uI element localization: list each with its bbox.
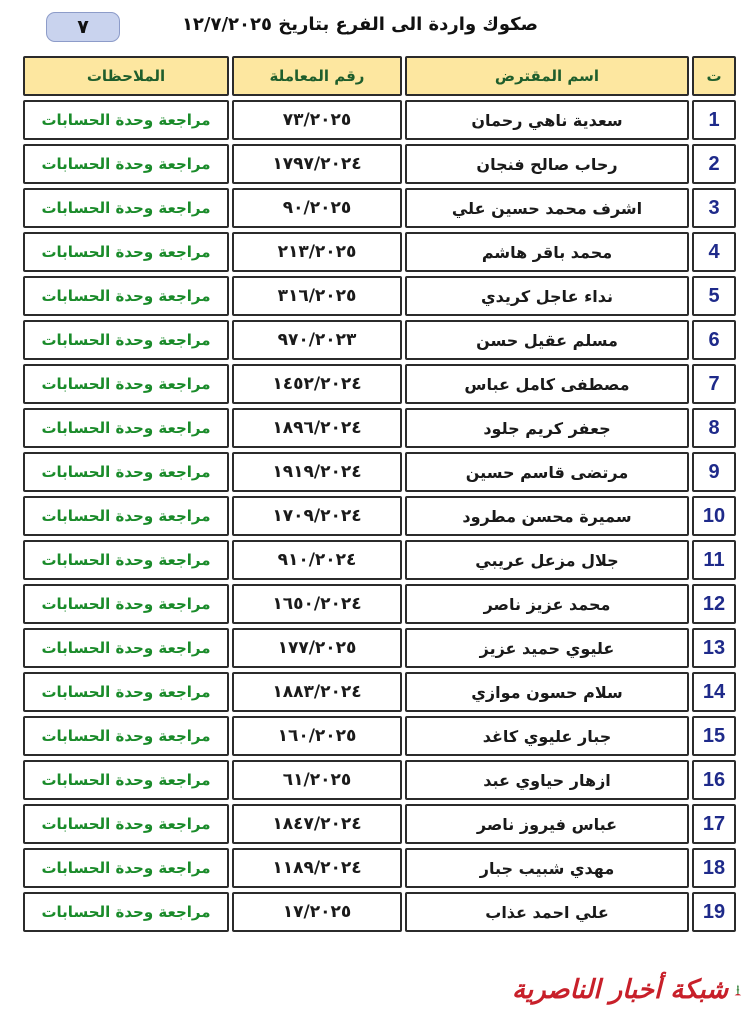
- table-row: [23, 584, 736, 624]
- header-borrower-name: اسم المقترض: [405, 56, 689, 96]
- row-number: 17: [692, 804, 736, 844]
- table-row: [23, 496, 736, 536]
- note-cell: مراجعة وحدة الحسابات: [23, 584, 229, 624]
- note-cell: مراجعة وحدة الحسابات: [23, 716, 229, 756]
- page-number: ٧: [77, 16, 89, 38]
- borrower-name: جلال مزعل عريبي: [405, 540, 689, 580]
- note-cell: مراجعة وحدة الحسابات: [23, 892, 229, 932]
- row-number: 15: [692, 716, 736, 756]
- table-row: [23, 760, 736, 800]
- header-notes: الملاحظات: [23, 56, 229, 96]
- table-row: [23, 408, 736, 448]
- row-number: 9: [692, 452, 736, 492]
- transaction-number: ٩٧٠/٢٠٢٣: [232, 320, 402, 360]
- brand-name: شبكة أخبار الناصرية: [512, 975, 729, 1005]
- note-cell: مراجعة وحدة الحسابات: [23, 408, 229, 448]
- row-number: 10: [692, 496, 736, 536]
- transaction-number: ١٨٤٧/٢٠٢٤: [232, 804, 402, 844]
- borrower-name: عليوي حميد عزيز: [405, 628, 689, 668]
- note-cell: مراجعة وحدة الحسابات: [23, 276, 229, 316]
- document-title: صكوك واردة الى الفرع بتاريخ ١٢/٧/٢٠٢٥: [181, 14, 539, 35]
- note-cell: مراجعة وحدة الحسابات: [23, 672, 229, 712]
- transaction-number: ١٧٩٧/٢٠٢٤: [232, 144, 402, 184]
- borrower-name: اشرف محمد حسين علي: [405, 188, 689, 228]
- borrower-name: مرتضى قاسم حسين: [405, 452, 689, 492]
- table-row: [23, 188, 736, 228]
- note-cell: مراجعة وحدة الحسابات: [23, 144, 229, 184]
- note-cell: مراجعة وحدة الحسابات: [23, 364, 229, 404]
- row-number: 11: [692, 540, 736, 580]
- note-cell: مراجعة وحدة الحسابات: [23, 188, 229, 228]
- borrower-name: عباس فيروز ناصر: [405, 804, 689, 844]
- table-row: [23, 364, 736, 404]
- row-number: 8: [692, 408, 736, 448]
- row-number: 4: [692, 232, 736, 272]
- note-cell: مراجعة وحدة الحسابات: [23, 496, 229, 536]
- borrower-name: نداء عاجل كريدي: [405, 276, 689, 316]
- table-row: [23, 628, 736, 668]
- transaction-number: ٦١/٢٠٢٥: [232, 760, 402, 800]
- transaction-number: ١٤٥٢/٢٠٢٤: [232, 364, 402, 404]
- table-row: [23, 716, 736, 756]
- note-cell: مراجعة وحدة الحسابات: [23, 320, 229, 360]
- row-number: 19: [692, 892, 736, 932]
- note-cell: مراجعة وحدة الحسابات: [23, 760, 229, 800]
- row-number: 3: [692, 188, 736, 228]
- table-row: [23, 144, 736, 184]
- borrower-name: مهدي شبيب جبار: [405, 848, 689, 888]
- note-cell: مراجعة وحدة الحسابات: [23, 804, 229, 844]
- borrower-name: جبار عليوي كاغد: [405, 716, 689, 756]
- table-row: [23, 320, 736, 360]
- table-body: [23, 100, 736, 932]
- borrower-name: سعدية ناهي رحمان: [405, 100, 689, 140]
- borrower-name: محمد عزيز ناصر: [405, 584, 689, 624]
- loan-cheques-table: [20, 52, 739, 936]
- row-number: 2: [692, 144, 736, 184]
- borrower-name: سلام حسون موازي: [405, 672, 689, 712]
- row-number: 14: [692, 672, 736, 712]
- borrower-name: مصطفى كامل عباس: [405, 364, 689, 404]
- borrower-name: جعفر كريم جلود: [405, 408, 689, 448]
- brand-watermark: [512, 966, 742, 1014]
- transaction-number: ١١٨٩/٢٠٢٤: [232, 848, 402, 888]
- transaction-number: ٧٣/٢٠٢٥: [232, 100, 402, 140]
- borrower-name: ازهار حياوي عبد: [405, 760, 689, 800]
- row-number: 6: [692, 320, 736, 360]
- table-row: [23, 540, 736, 580]
- transaction-number: ١٩١٩/٢٠٢٤: [232, 452, 402, 492]
- table-row: [23, 672, 736, 712]
- borrower-name: محمد باقر هاشم: [405, 232, 689, 272]
- row-number: 16: [692, 760, 736, 800]
- note-cell: مراجعة وحدة الحسابات: [23, 452, 229, 492]
- borrower-name: علي احمد عذاب: [405, 892, 689, 932]
- table-row: [23, 232, 736, 272]
- table-row: [23, 804, 736, 844]
- header-number: ت: [692, 56, 736, 96]
- row-number: 5: [692, 276, 736, 316]
- note-cell: مراجعة وحدة الحسابات: [23, 232, 229, 272]
- transaction-number: ١٨٩٦/٢٠٢٤: [232, 408, 402, 448]
- borrower-name: سميرة محسن مطرود: [405, 496, 689, 536]
- transaction-number: ٣١٦/٢٠٢٥: [232, 276, 402, 316]
- transaction-number: ٩١٠/٢٠٢٤: [232, 540, 402, 580]
- transaction-number: ١٧/٢٠٢٥: [232, 892, 402, 932]
- row-number: 12: [692, 584, 736, 624]
- transaction-number: ٩٠/٢٠٢٥: [232, 188, 402, 228]
- transaction-number: ١٦٥٠/٢٠٢٤: [232, 584, 402, 624]
- row-number: 13: [692, 628, 736, 668]
- header-transaction-number: رقم المعاملة: [232, 56, 402, 96]
- table-row: [23, 276, 736, 316]
- transaction-number: ١٨٨٣/٢٠٢٤: [232, 672, 402, 712]
- table-row: [23, 892, 736, 932]
- minaret-logo-icon: [734, 970, 742, 1010]
- transaction-number: ١٧٧/٢٠٢٥: [232, 628, 402, 668]
- note-cell: مراجعة وحدة الحسابات: [23, 540, 229, 580]
- borrower-name: رحاب صالح فنجان: [405, 144, 689, 184]
- row-number: 7: [692, 364, 736, 404]
- table-row: [23, 848, 736, 888]
- table-row: [23, 100, 736, 140]
- table-header-row: [23, 56, 736, 96]
- transaction-number: ١٧٠٩/٢٠٢٤: [232, 496, 402, 536]
- transaction-number: ١٦٠/٢٠٢٥: [232, 716, 402, 756]
- note-cell: مراجعة وحدة الحسابات: [23, 848, 229, 888]
- row-number: 18: [692, 848, 736, 888]
- table-row: [23, 452, 736, 492]
- page-number-badge: [46, 12, 120, 42]
- transaction-number: ٢١٣/٢٠٢٥: [232, 232, 402, 272]
- borrower-name: مسلم عقيل حسن: [405, 320, 689, 360]
- row-number: 1: [692, 100, 736, 140]
- note-cell: مراجعة وحدة الحسابات: [23, 628, 229, 668]
- note-cell: مراجعة وحدة الحسابات: [23, 100, 229, 140]
